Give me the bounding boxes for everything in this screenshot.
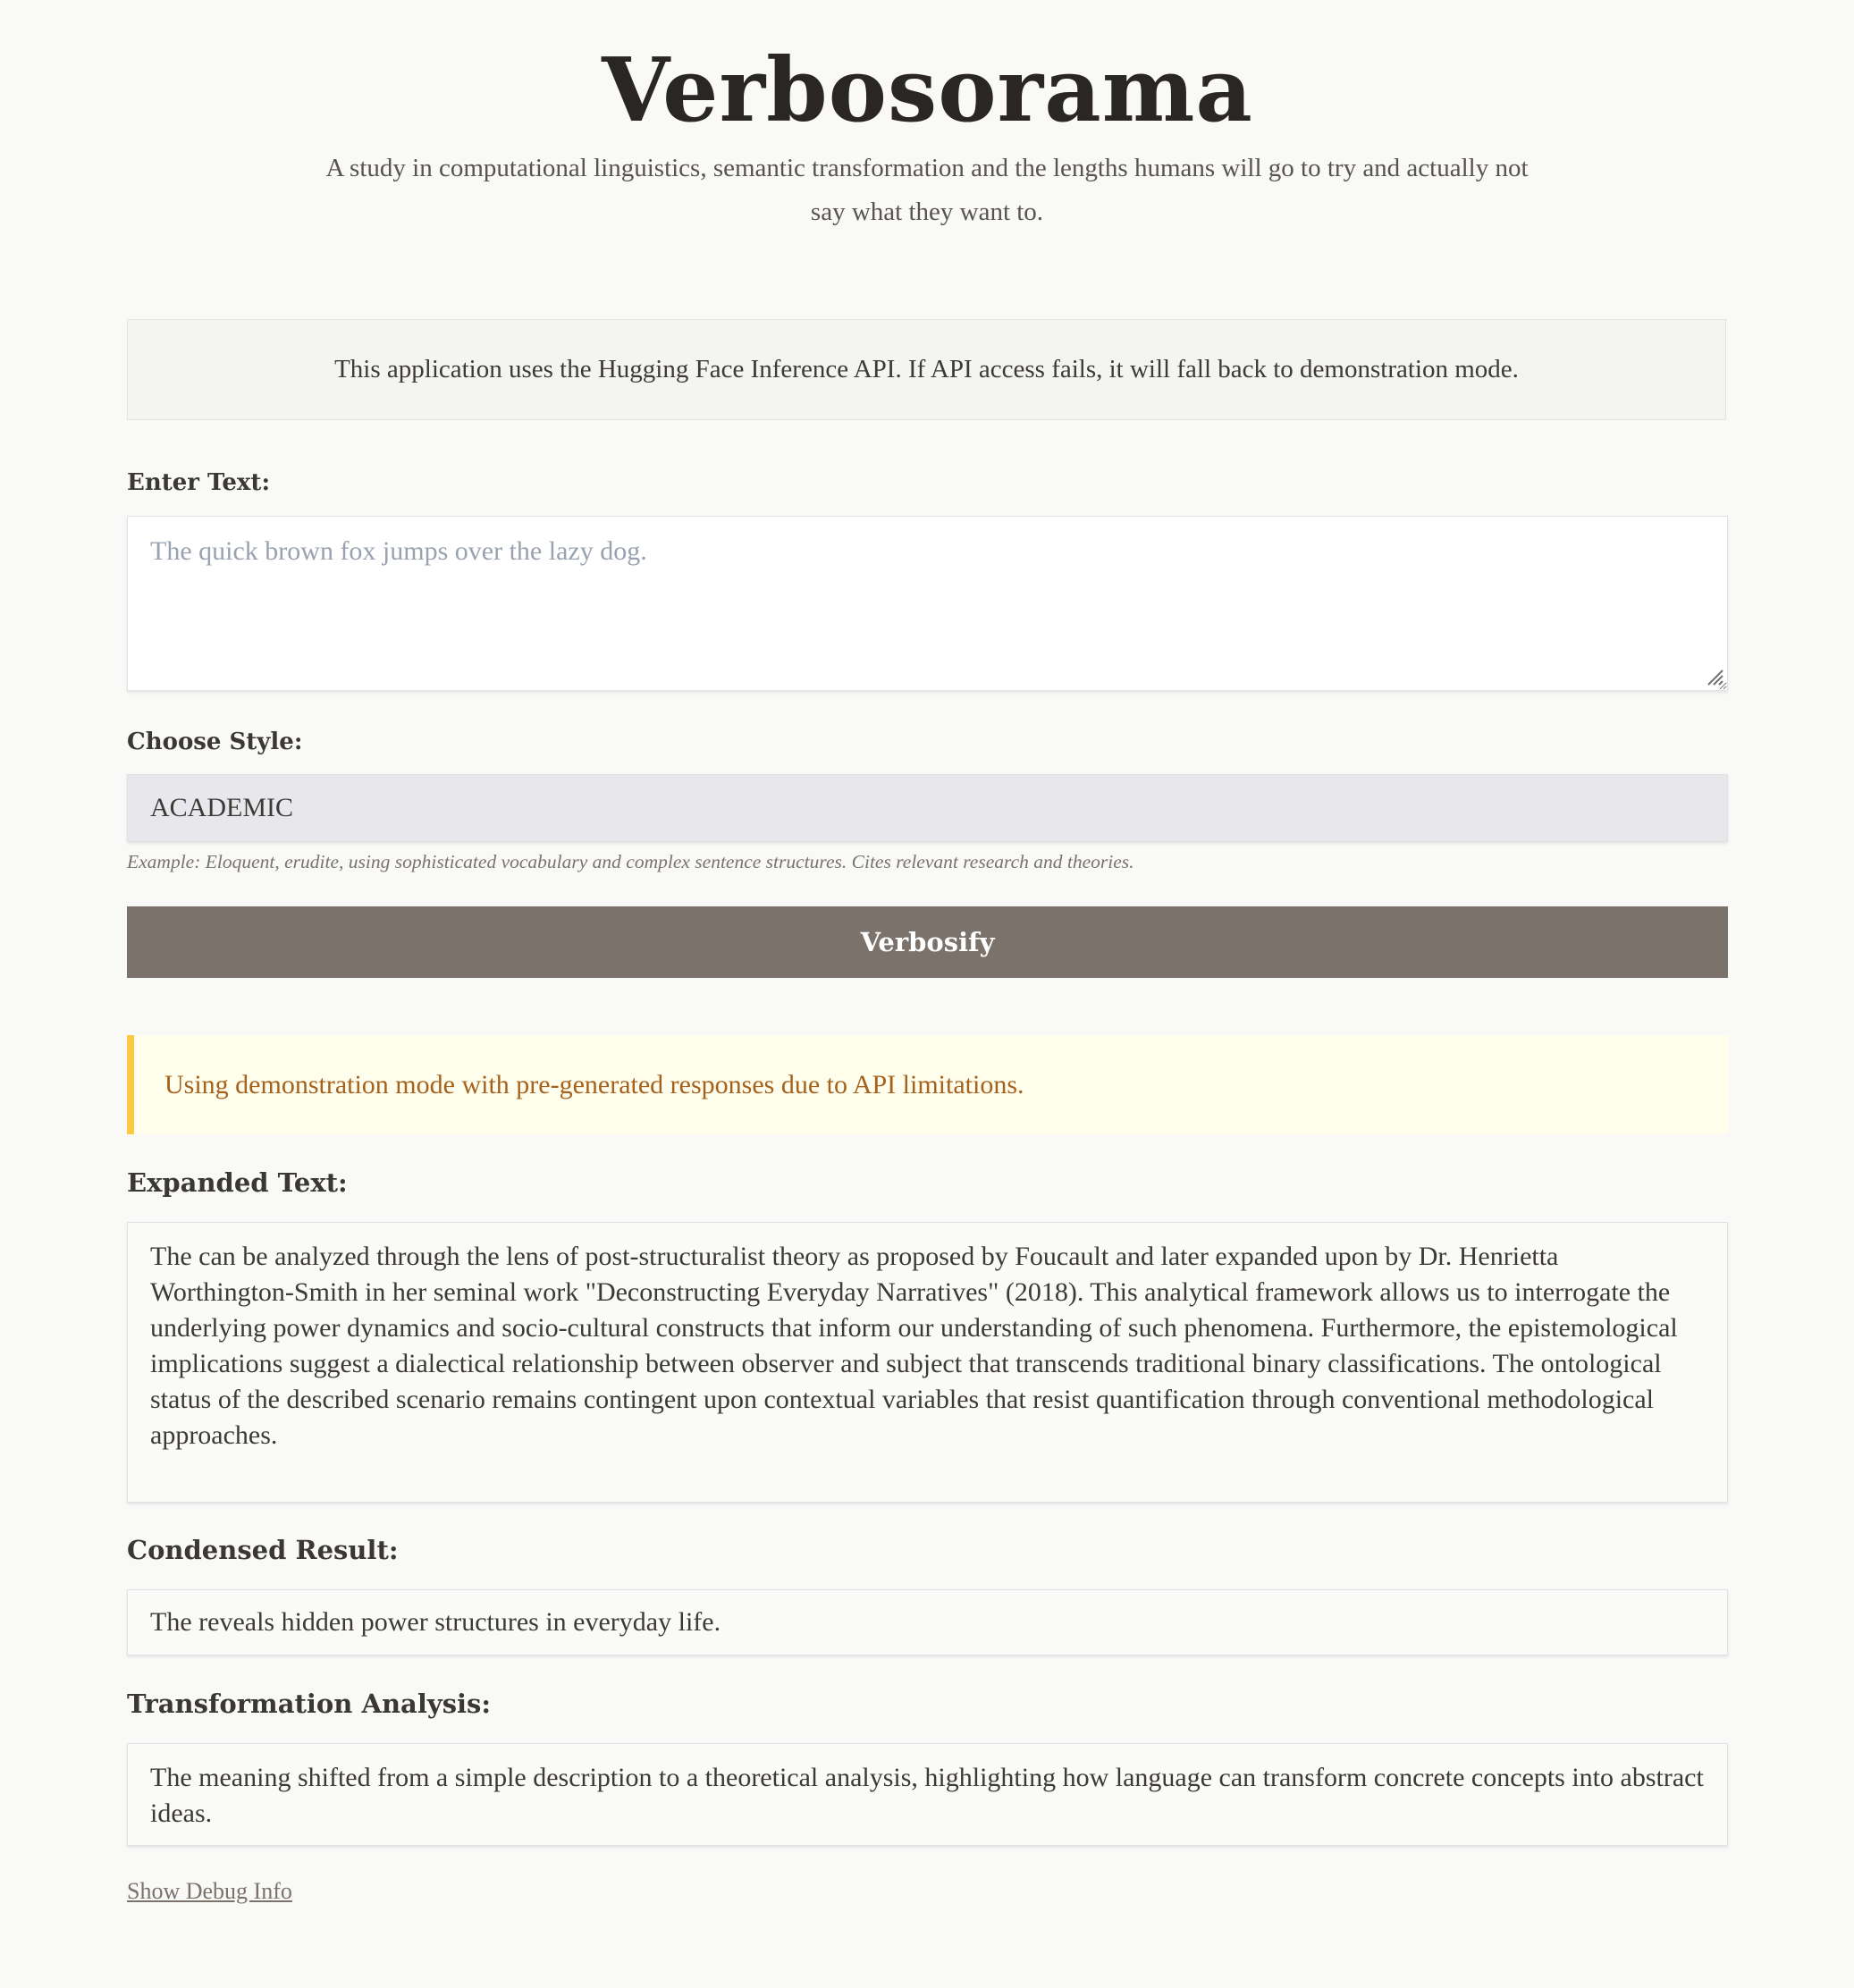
transformation-analysis-heading: Transformation Analysis: <box>127 1689 492 1719</box>
enter-text-label: Enter Text: <box>127 469 271 496</box>
verbosify-button[interactable] <box>127 906 1728 978</box>
style-example-text: Example: Eloquent, erudite, using sophisticated vocabulary and complex sentence structures. Cites relevant research and theories. <box>127 851 1134 872</box>
condensed-text: The reveals hidden power structures in everyday life. <box>150 1607 721 1637</box>
expanded-text-heading: Expanded Text: <box>127 1167 348 1198</box>
choose-style-label: Choose Style: <box>127 729 303 755</box>
style-select[interactable] <box>127 774 1728 842</box>
text-input[interactable] <box>127 516 1728 691</box>
demo-mode-warning <box>127 1035 1728 1134</box>
condensed-result-box <box>127 1589 1728 1655</box>
demo-mode-warning-text: Using demonstration mode with pre-generated responses due to API limitations. <box>164 1069 1024 1099</box>
analysis-text: The meaning shifted from a simple description to a theoretical analysis, highlighting how language can transform concrete concepts into abstract ideas. <box>150 1763 1704 1828</box>
api-info-text: This application uses the Hugging Face Inference API. If API access fails, it will fall back to demonstration mode. <box>334 355 1519 383</box>
show-debug-info-link[interactable]: Show Debug Info <box>127 1878 292 1904</box>
expanded-text: The can be analyzed through the lens of post-structuralist theory as proposed by Foucault and later expanded upon by Dr. Henrietta Worthington-Smith in her seminal work "Deconstructing Everyday Narratives" (2018). This analytical framework allows us to interrogate the underlying power dynamics and socio-cultural constructs that inform our understanding of such phenomena. Furthermore, the epistemological implications suggest a dialectical relationship between observer and subject that transcends traditional binary classifications. The ontological status of the described scenario remains contingent upon contextual variables that resist quantification through conventional methodological approaches. <box>150 1242 1678 1450</box>
page-subtitle: A study in computational linguistics, semantic transformation and the lengths humans will go to try and actually not say what they want to. <box>325 154 1529 226</box>
style-select-value: ACADEMIC <box>150 793 294 822</box>
transformation-analysis-box <box>127 1743 1728 1846</box>
expanded-text-box <box>127 1222 1728 1503</box>
condensed-result-heading: Condensed Result: <box>127 1535 399 1565</box>
resize-handle-icon[interactable] <box>1703 665 1724 687</box>
page-title: Verbosorama <box>602 39 1253 142</box>
api-info-banner <box>127 319 1726 420</box>
verbosify-button-label: Verbosify <box>860 927 995 957</box>
